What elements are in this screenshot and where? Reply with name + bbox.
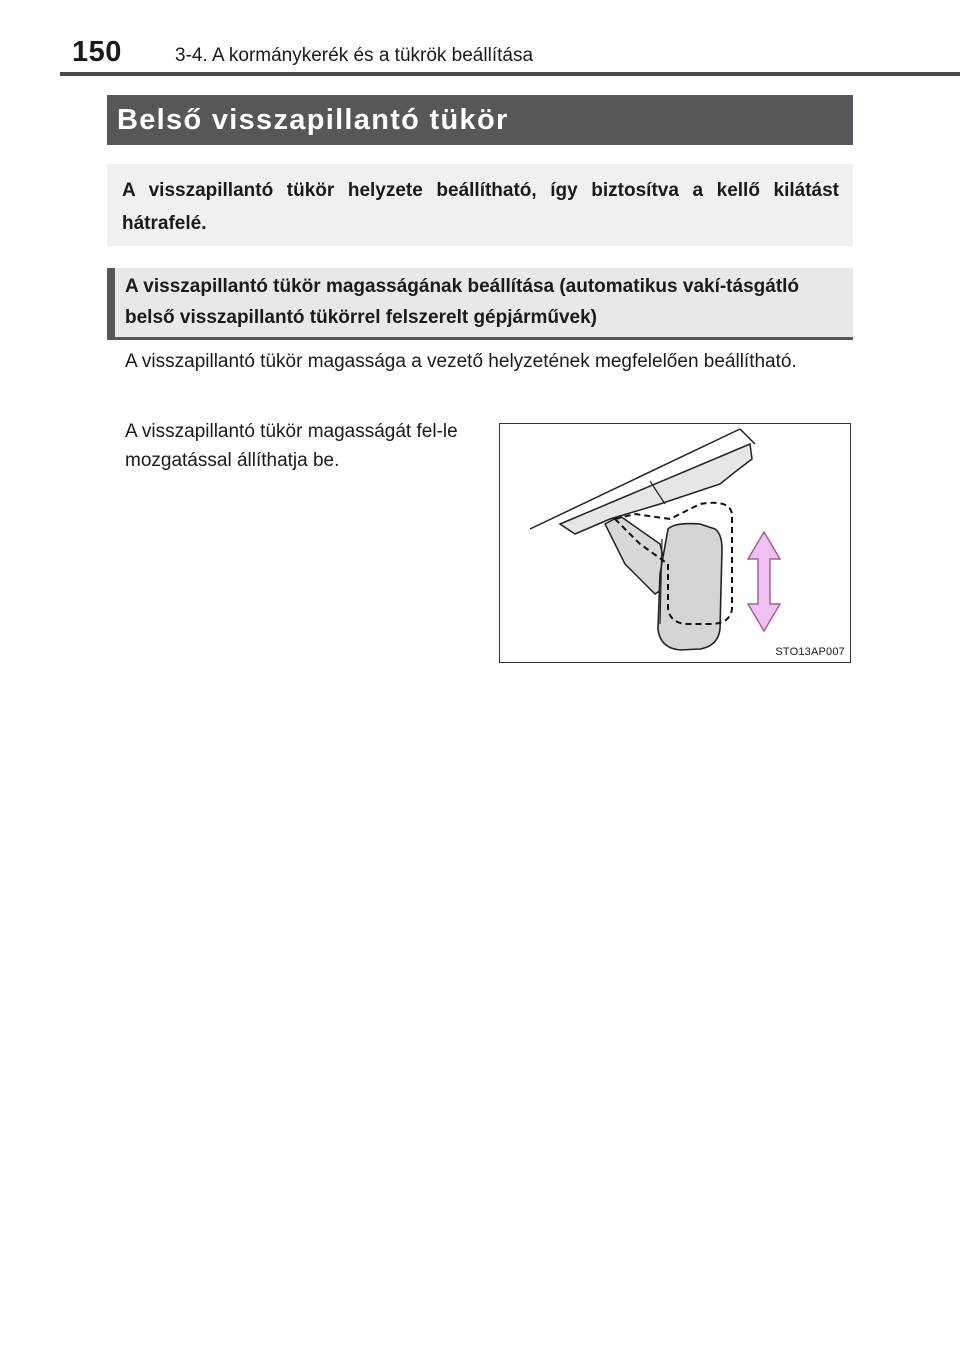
mirror-drawing [500,424,850,662]
roof-edge [740,429,755,444]
subsection-heading [107,268,853,340]
body-paragraph-1: A visszapillantó tükör magassága a vezető helyzetének megfelelően beállítható. [125,351,797,372]
intro-box [107,164,853,246]
subsection-title: A visszapillantó tükör magasságának beállítása (automatikus vakí-tásgátló belső visszapillantó tükörrel felszerelt gépjárművek) [125,276,800,328]
header-rule [60,72,960,76]
section-title: Belső visszapillantó tükör [107,95,853,145]
intro-text: A visszapillantó tükör helyzete beállítható, így biztosítva a kellő kilátást hátrafelé. [122,180,839,234]
mirror-illustration [499,423,851,663]
figure-code: STO13AP007 [775,646,845,658]
up-down-arrow-icon [748,532,780,631]
body-paragraph-2: A visszapillantó tükör magasságát fel-le mozgatással állíthatja be. [125,421,458,471]
mirror-mount-housing [560,444,752,534]
chapter-title: 3-4. A kormánykerék és a tükrök beállítása [175,45,534,66]
page-number: 150 [72,36,122,68]
